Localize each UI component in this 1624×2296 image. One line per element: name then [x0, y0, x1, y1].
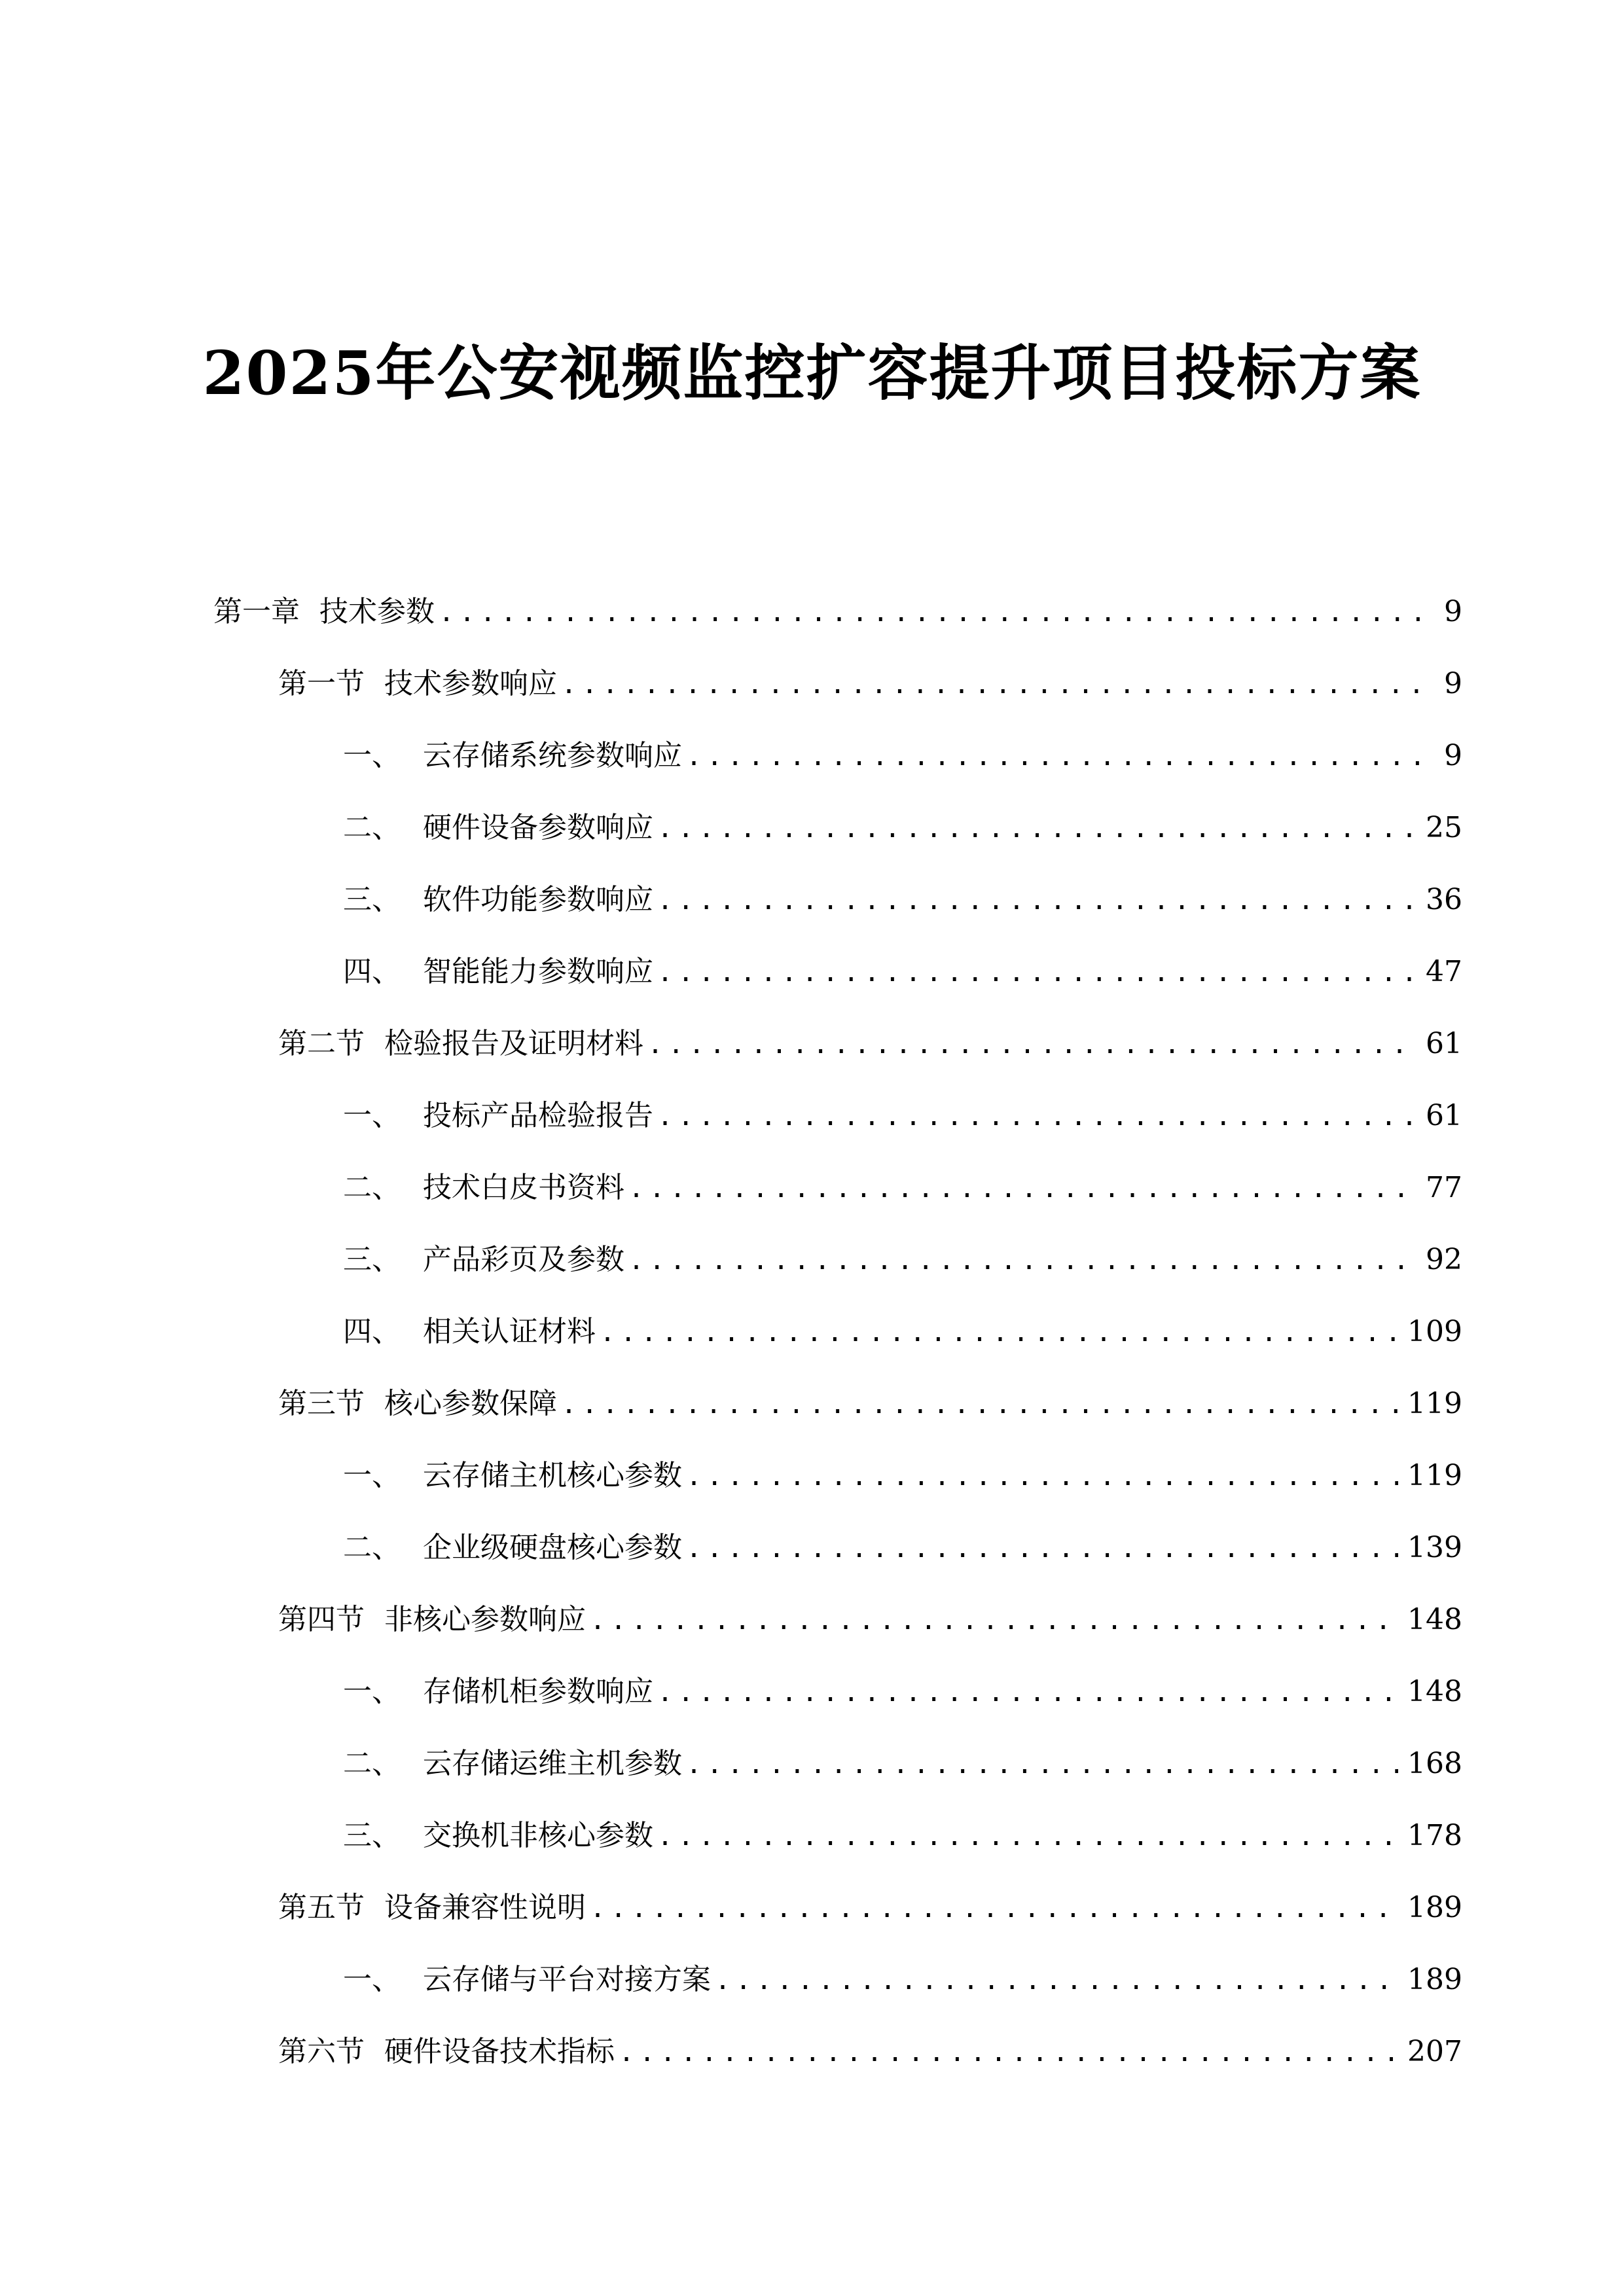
toc-entry-title: 云存储系统参数响应	[423, 739, 682, 772]
toc-page-number: 168	[1407, 1747, 1462, 1780]
toc-entry-title: 企业级硬盘核心参数	[423, 1531, 682, 1564]
toc-dot-leader	[628, 1225, 1416, 1297]
toc-entry-label	[343, 1944, 711, 2016]
toc-entry-number: 三、	[343, 1819, 401, 1852]
toc-entry-title: 云存储运维主机参数	[423, 1747, 682, 1780]
toc-entry-label	[343, 936, 653, 1008]
toc-dot-leader	[657, 1801, 1398, 1873]
toc-entry-number: 四、	[343, 1315, 401, 1348]
toc-entry-label	[278, 1872, 586, 1944]
document-title: 2025年公安视频监控扩容提升项目投标方案	[202, 338, 1422, 408]
toc-entry-label	[278, 648, 557, 720]
toc-page-number: 92	[1426, 1243, 1462, 1276]
toc-page-number: 9	[1444, 739, 1462, 772]
toc-page-number: 139	[1407, 1531, 1462, 1564]
toc-entry[interactable]	[278, 1368, 1462, 1440]
toc-dot-leader	[561, 649, 1435, 721]
toc-entry-number: 第六节	[278, 2035, 365, 2068]
toc-entry-title: 云存储主机核心参数	[423, 1459, 682, 1492]
toc-entry-title: 交换机非核心参数	[423, 1819, 653, 1852]
toc-entry-title: 存储机柜参数响应	[423, 1675, 653, 1708]
toc-entry-number: 第四节	[278, 1603, 365, 1636]
toc-page-number: 207	[1407, 2035, 1462, 2068]
toc-entry-label	[343, 1440, 682, 1512]
toc-page-number: 61	[1426, 1099, 1462, 1132]
toc-entry[interactable]	[343, 1656, 1462, 1728]
toc-entry-title: 检验报告及证明材料	[384, 1027, 643, 1060]
toc-entry-number: 二、	[343, 1171, 401, 1204]
toc-page-number: 47	[1426, 955, 1462, 988]
toc-page-number: 119	[1407, 1459, 1462, 1492]
toc-entry-number: 三、	[343, 1243, 401, 1276]
toc-dot-leader	[657, 1657, 1398, 1729]
toc-entry-label	[343, 1656, 653, 1728]
toc-dot-leader	[628, 1153, 1416, 1225]
toc-dot-leader	[619, 2017, 1398, 2089]
toc-page-number: 189	[1407, 1891, 1462, 1924]
toc-entry-number: 三、	[343, 883, 401, 916]
toc-entry-number: 第三节	[278, 1387, 365, 1420]
toc-entry-number: 一、	[343, 739, 401, 772]
toc-page-number: 25	[1426, 811, 1462, 844]
toc-entry-label	[278, 1008, 643, 1080]
toc-entry-title: 硬件设备技术指标	[384, 2035, 615, 2068]
toc-entry-title: 投标产品检验报告	[423, 1099, 653, 1132]
toc-dot-leader	[686, 1513, 1398, 1585]
toc-entry-title: 核心参数保障	[384, 1387, 557, 1420]
toc-entry-label	[343, 864, 653, 936]
toc-entry[interactable]	[343, 1224, 1462, 1296]
toc-entry-number: 四、	[343, 955, 401, 988]
toc-entry[interactable]	[278, 1008, 1462, 1080]
toc-entry[interactable]	[343, 792, 1462, 864]
toc-entry-title: 技术白皮书资料	[423, 1171, 624, 1204]
toc-dot-leader	[657, 793, 1416, 865]
toc-entry-label	[213, 576, 435, 648]
toc-page-number: 61	[1426, 1027, 1462, 1060]
toc-entry[interactable]	[343, 1080, 1462, 1152]
toc-entry[interactable]	[343, 1512, 1462, 1584]
toc-entry[interactable]	[343, 864, 1462, 936]
toc-entry-number: 二、	[343, 1531, 401, 1564]
toc-entry[interactable]	[278, 1872, 1462, 1944]
toc-page-number: 109	[1407, 1315, 1462, 1348]
toc-entry[interactable]	[343, 1728, 1462, 1800]
toc-entry-label	[343, 1512, 682, 1584]
toc-dot-leader	[715, 1945, 1398, 2017]
toc-entry[interactable]	[343, 1296, 1462, 1368]
toc-entry-label	[343, 720, 682, 792]
toc-entry[interactable]	[278, 648, 1462, 720]
toc-page-number: 189	[1407, 1963, 1462, 1996]
toc-entry[interactable]	[343, 1800, 1462, 1872]
toc-dot-leader	[686, 1441, 1398, 1513]
toc-dot-leader	[686, 1729, 1398, 1801]
toc-entry-label	[343, 792, 653, 864]
toc-dot-leader	[657, 865, 1416, 937]
toc-entry-label	[343, 1224, 624, 1296]
toc-page-number: 148	[1407, 1675, 1462, 1708]
toc-entry[interactable]	[343, 720, 1462, 792]
toc-entry-label	[343, 1800, 653, 1872]
toc-entry-label	[278, 1368, 557, 1440]
toc-entry-label	[343, 1152, 624, 1224]
toc-dot-leader	[657, 937, 1416, 1009]
toc-entry-number: 第二节	[278, 1027, 365, 1060]
toc-entry-title: 硬件设备参数响应	[423, 811, 653, 844]
toc-entry-label	[343, 1296, 596, 1368]
toc-entry-number: 一、	[343, 1963, 401, 1996]
toc-entry-label	[278, 2016, 615, 2088]
toc-entry-title: 产品彩页及参数	[423, 1243, 624, 1276]
toc-entry-number: 第五节	[278, 1891, 365, 1924]
toc-page-number: 178	[1407, 1819, 1462, 1852]
toc-entry-label	[343, 1728, 682, 1800]
toc-dot-leader	[439, 577, 1435, 649]
toc-page-number: 9	[1444, 667, 1462, 700]
toc-entry-number: 一、	[343, 1099, 401, 1132]
toc-page-number: 148	[1407, 1603, 1462, 1636]
toc-dot-leader	[590, 1585, 1398, 1657]
toc-entry-label	[278, 1584, 586, 1656]
toc-entry-title: 智能能力参数响应	[423, 955, 653, 988]
toc-entry[interactable]	[343, 1440, 1462, 1512]
toc-dot-leader	[647, 1009, 1416, 1081]
toc-entry-number: 二、	[343, 1747, 401, 1780]
toc-entry[interactable]	[278, 1584, 1462, 1656]
toc-entry-title: 云存储与平台对接方案	[423, 1963, 711, 1996]
toc-entry-number: 一、	[343, 1459, 401, 1492]
toc-entry-title: 非核心参数响应	[384, 1603, 586, 1636]
toc-entry-title: 设备兼容性说明	[384, 1891, 586, 1924]
toc-entry-title: 相关认证材料	[423, 1315, 596, 1348]
toc-entry[interactable]	[343, 936, 1462, 1008]
toc-entry-number: 一、	[343, 1675, 401, 1708]
toc-entry-title: 技术参数响应	[384, 667, 557, 700]
toc-entry[interactable]	[343, 1944, 1462, 2016]
toc-page-number: 77	[1426, 1171, 1462, 1204]
toc-page-number: 36	[1426, 883, 1462, 916]
toc-entry-title: 技术参数	[319, 595, 435, 628]
toc-entry[interactable]	[343, 1152, 1462, 1224]
toc-page-number: 9	[1444, 595, 1462, 628]
toc-dot-leader	[657, 1081, 1416, 1153]
toc-dot-leader	[590, 1873, 1398, 1945]
toc-dot-leader	[600, 1297, 1398, 1369]
toc-entry[interactable]	[213, 576, 1462, 648]
toc-entry-label	[343, 1080, 653, 1152]
toc-entry-number: 第一章	[213, 595, 300, 628]
toc-page-number: 119	[1407, 1387, 1462, 1420]
toc-dot-leader	[686, 721, 1435, 793]
toc-entry-number: 第一节	[278, 667, 365, 700]
toc-dot-leader	[561, 1369, 1398, 1441]
toc-entry[interactable]	[278, 2016, 1462, 2088]
toc-entry-number: 二、	[343, 811, 401, 844]
toc-entry-title: 软件功能参数响应	[423, 883, 653, 916]
